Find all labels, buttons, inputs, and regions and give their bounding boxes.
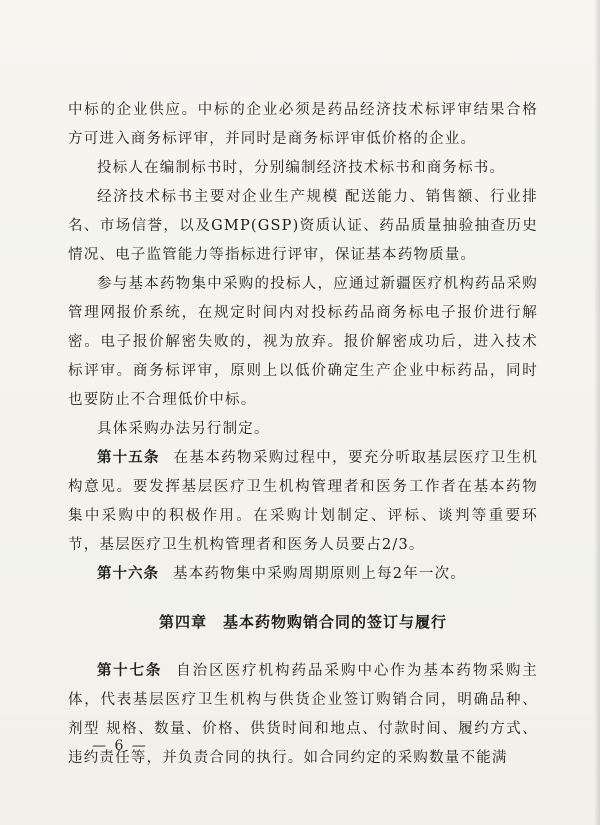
paragraph-continuation: 中标的企业供应。中标的企业必须是药品经济技术标评审结果合格方可进入商务标评审，并同时是商务标评审低价格的企业。 <box>68 102 538 147</box>
paragraph-bidding-procedure: 参与基本药物集中采购的投标人，应通过新疆医疗机构药品采购管理网报价系统，在规定时间内对投标药品商务标电子报价进行解密。电子报价解密失败的，视为放弃。报价解密成功后，进入技术标评审。商务标评审，原则上以低价确定生产企业中标药品，同时也要防止不合理低价中标。 <box>68 276 538 408</box>
paragraph-procurement-methods: 具体采购办法另行制定。 <box>97 421 270 437</box>
paragraph-bid-documents: 投标人在编制标书时，分别编制经济技术标书和商务标书。 <box>97 160 506 176</box>
article-16-text: 基本药物集中采购周期原则上每2年一次。 <box>173 566 467 582</box>
paragraph-technical-bid: 经济技术标书主要对企业生产规模 配送能力、销售额、行业排名、市场信誉，以及GMP(GSP)资质认证、药品质量抽验抽查历史情况、电子监管能力等指标进行评审，保证基本药物质量。 <box>68 189 538 263</box>
document-body <box>68 96 538 773</box>
article-17 <box>68 657 538 773</box>
article-16 <box>68 560 538 589</box>
article-15 <box>68 444 538 560</box>
scan-edge-shadow <box>594 0 600 825</box>
article-15-number: 第十五条 <box>97 450 160 466</box>
article-17-text: 自治区医疗机构药品采购中心作为基本药物采购主体，代表基层医疗卫生机构与供货企业签订购销合同，明确品种、剂型 规格、数量、价格、供货时间和地点、付款时间、履约方式、违约责任等，并负责合同的执行。如合同约定的采购数量不能满 <box>68 663 538 766</box>
chapter-title: 第四章 基本药物购销合同的签订与履行 <box>158 613 447 631</box>
article-16-number: 第十六条 <box>97 566 159 582</box>
article-15-text: 在基本药物采购过程中，要充分听取基层医疗卫生机构意见。要发挥基层医疗卫生机构管理者和医务工作者在基本药物集中采购中的积极作用。在采购计划制定、评标、谈判等重要环节，基层医疗卫生机构管理者和医务人员要占2/3。 <box>68 450 538 553</box>
article-17-number: 第十七条 <box>97 663 163 679</box>
page-number: — 6 — <box>92 738 148 754</box>
